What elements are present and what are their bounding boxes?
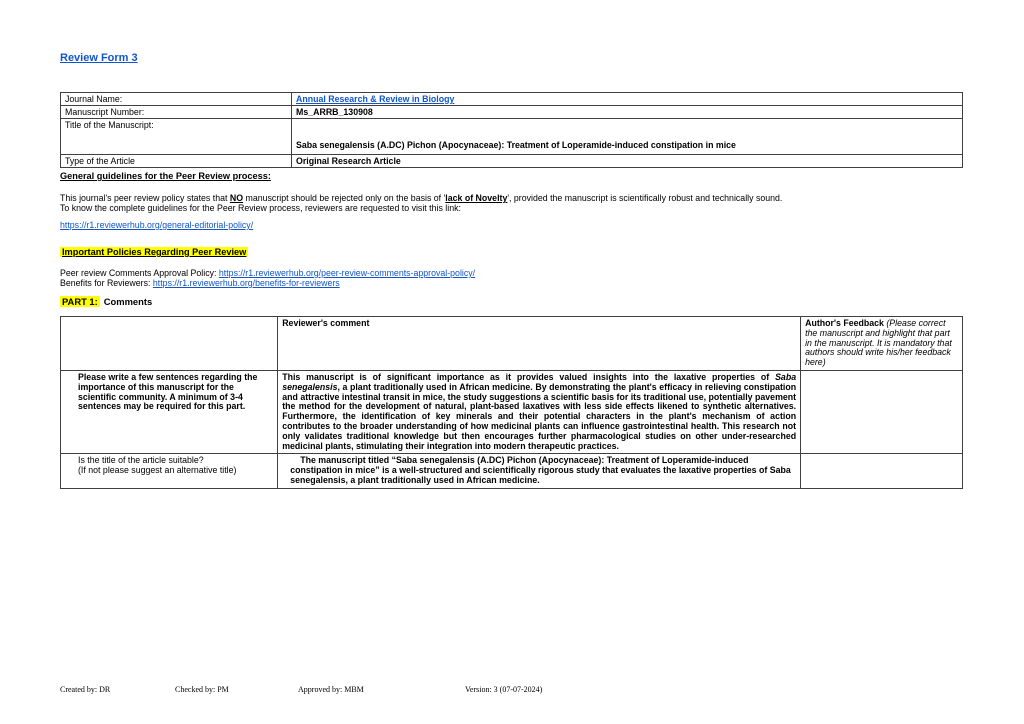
importance-reviewer-comment bbox=[278, 370, 801, 453]
novelty-emphasis: lack of Novelty bbox=[445, 193, 508, 203]
editorial-policy-link-row bbox=[60, 220, 253, 230]
benefits-link[interactable]: https://r1.reviewerhub.org/benefits-for-reviewers bbox=[152, 278, 340, 288]
manuscript-title-value: Saba senegalensis (A.DC) Pichon (Apocynaceae): Treatment of Loperamide-induced constipation in mice bbox=[292, 119, 963, 155]
comments-table bbox=[60, 316, 963, 489]
journal-name-label: Journal Name: bbox=[61, 93, 292, 106]
guidelines-paragraph bbox=[60, 193, 972, 214]
question-line: Is the title of the article suitable? bbox=[78, 455, 204, 466]
policies-heading: Important Policies Regarding Peer Review bbox=[62, 247, 247, 257]
article-type-label: Type of the Article bbox=[61, 155, 292, 168]
footer-checked-by: Checked by: PM bbox=[175, 685, 229, 694]
comments-header-row bbox=[61, 317, 963, 371]
approval-policy-row bbox=[60, 268, 475, 278]
table-row bbox=[61, 119, 963, 155]
question-line: (If not please suggest an alternative title) bbox=[78, 465, 237, 476]
table-row bbox=[61, 93, 963, 106]
part1-heading bbox=[60, 296, 152, 307]
comment-text: , a plant traditionally used in African medicine. By demonstrating the plant's efficacy in relieving constipation and attractive intestinal transit in mice, the study suggestions a scientific basis for its traditional use, potentially pavement the method for the development of natural, plant-based laxatives with less side effects likened to synthetic alternatives. Furthermore, the identification of key minerals and their potential characters in the plant's mechanism of action contributes to the broader understanding of how medicinal plants can influence gastrointestinal health. This research not only validates traditional knowledge but then encourages further pharmacological studies on other under-researched medicinal plants, stimulating their integration into modern therapeutic practices. bbox=[282, 381, 797, 451]
journal-name-cell bbox=[292, 93, 963, 106]
comment-row-importance bbox=[61, 370, 963, 453]
header-empty-cell bbox=[61, 317, 278, 371]
author-feedback-cell[interactable] bbox=[801, 370, 963, 453]
table-row bbox=[61, 155, 963, 168]
author-feedback-note: (Please correct the manuscript and highlight that part in the manuscript. It is mandatory that authors should write his/her feedback here) bbox=[805, 318, 952, 368]
editorial-policy-link[interactable]: https://r1.reviewerhub.org/general-editorial-policy/ bbox=[60, 220, 254, 230]
guidelines-text: manuscript should be rejected only on the basis of ' bbox=[243, 193, 446, 203]
footer-approved-by: Approved by: MBM bbox=[298, 685, 364, 694]
footer-version: Version: 3 (07-07-2024) bbox=[465, 685, 543, 694]
journal-name-link[interactable]: Annual Research & Review in Biology bbox=[296, 94, 455, 104]
page-title: Review Form 3 bbox=[60, 52, 138, 64]
guidelines-text: This journal's peer review policy states that bbox=[60, 193, 230, 203]
table-row bbox=[61, 106, 963, 119]
part1-label: Comments bbox=[103, 296, 153, 307]
approval-policy-link[interactable]: https://r1.reviewerhub.org/peer-review-comments-approval-policy/ bbox=[218, 268, 476, 278]
benefits-row bbox=[60, 278, 340, 288]
reviewer-comment-header: Reviewer's comment bbox=[278, 317, 801, 371]
approval-policy-label: Peer review Comments Approval Policy: bbox=[60, 268, 219, 278]
title-suitable-reviewer-comment: The manuscript titled “Saba senegalensis (A.DC) Pichon (Apocynaceae): Treatment of Loperamide-induced constipation in mice” is a well-structured and scientifically rigorous study that evaluates the laxative properties of Saba senegalensis, a plant traditionally used in African medicine. bbox=[278, 454, 801, 488]
comment-row-title-suitable bbox=[61, 454, 963, 488]
policies-heading-row bbox=[60, 247, 248, 257]
species-name-italic: Saba senegalensis bbox=[282, 371, 797, 392]
footer-created-by: Created by: DR bbox=[60, 685, 111, 694]
manuscript-info-table bbox=[60, 92, 963, 168]
title-suitable-question bbox=[61, 454, 278, 488]
manuscript-title-label: Title of the Manuscript: bbox=[61, 119, 292, 155]
comment-text: This manuscript is of significant importance as it provides valued insights into the laxative properties of bbox=[282, 371, 776, 382]
guidelines-line2: To know the complete guidelines for the Peer Review process, reviewers are requested to visit this link: bbox=[60, 203, 461, 214]
manuscript-number-value: Ms_ARRB_130908 bbox=[292, 106, 963, 119]
article-type-value: Original Research Article bbox=[292, 155, 963, 168]
importance-question: Please write a few sentences regarding the importance of this manuscript for the scientific community. A minimum of 3-4 sentences may be required for this part. bbox=[61, 370, 278, 453]
author-feedback-cell[interactable] bbox=[801, 454, 963, 488]
part1-badge: PART 1: bbox=[62, 296, 98, 307]
author-feedback-title: Author's Feedback bbox=[805, 318, 887, 328]
guidelines-line1 bbox=[60, 193, 972, 203]
manuscript-number-label: Manuscript Number: bbox=[61, 106, 292, 119]
guidelines-heading: General guidelines for the Peer Review process: bbox=[60, 171, 271, 181]
author-feedback-header bbox=[801, 317, 963, 371]
no-emphasis: NO bbox=[229, 193, 244, 203]
guidelines-text: ', provided the manuscript is scientifically robust and technically sound. bbox=[507, 193, 783, 203]
benefits-label: Benefits for Reviewers: bbox=[60, 278, 153, 288]
